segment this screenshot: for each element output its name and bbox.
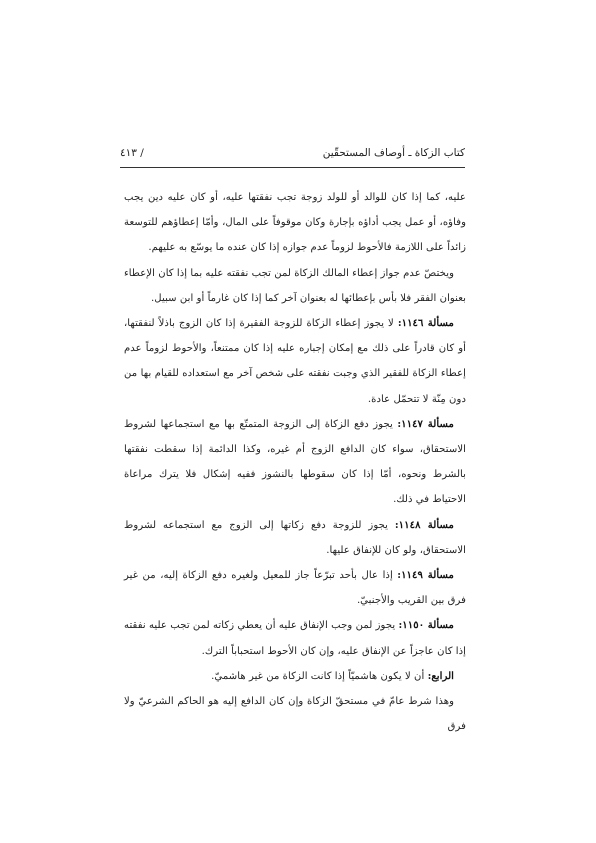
condition-fourth <box>124 664 466 689</box>
masala-text: يجوز دفع الزكاة إلى الزوجة المتمتّع بها مع استجماعها لشروط الاستحقاق، سواء كان الدافع الزوج أم غيره، وكذا الدائمة إذا سقطت نفقتها بالشرط ونحوه، أمّا إذا كان سقوطها بالنشوز ففيه إشكال فلا يترك مراعاة الاحتياط في ذلك. <box>124 418 466 506</box>
paragraph-text: عليه، كما إذا كان للوالد أو للولد زوجة تجب نفقتها عليه، أو كان عليه دين يجب وفاؤه، أو عمل يجب أداؤه بإجارة وكان موقوفاً على المال، وأمّا إعطاؤهم للتوسعة زائداً على اللازمة فالأحوط لزوماً عدم جوازه إذا كان عنده ما يوسّع به عليهم. <box>124 192 466 254</box>
masala-text: إذا عال بأحد تبرّعاً جاز للمعيل ولغيره دفع الزكاة إليه، من غير فرق بين القريب والأجنبيّ. <box>124 570 466 607</box>
paragraph <box>124 689 466 739</box>
page-body <box>124 185 466 739</box>
masala-text: يجوز للزوجة دفع زكاتها إلى الزوج مع استجماعه لشروط الاستحقاق، ولو كان للإنفاق عليها. <box>124 519 466 556</box>
paragraph <box>124 185 466 261</box>
paragraph-text: وهذا شرط عامّ في مستحقّ الزكاة وإن كان الدافع إليه هو الحاكم الشرعيّ ولا فرق <box>124 696 466 733</box>
masala-1148 <box>124 513 466 563</box>
running-header <box>120 147 465 159</box>
condition-text: أن لا يكون هاشميّاً إذا كانت الزكاة من غير هاشميّ. <box>211 670 428 682</box>
masala-heading: مسألة ١١٤٩: <box>397 569 454 582</box>
running-header-title: كتاب الزكاة ـ أوصاف المستحقّين <box>322 147 465 159</box>
condition-heading: الرابع: <box>427 669 454 682</box>
masala-1146 <box>124 311 466 412</box>
masala-heading: مسألة ١١٤٦: <box>397 317 455 330</box>
header-rule <box>120 167 465 168</box>
paragraph-text: ويختصّ عدم جواز إعطاء المالك الزكاة لمن تجب نفقته عليه بما إذا كان الإعطاء بعنوان الفقر فلا بأس بإعطائها له بعنوان آخر كما إذا كان غارماً أو ابن سبيل. <box>124 267 466 304</box>
masala-heading: مسألة ١١٤٧: <box>397 417 454 430</box>
masala-text: يجوز لمن وجب الإنفاق عليه أن يعطي زكاته لمن تجب عليه نفقته إذا كان عاجزاً عن الإنفاق عليه، وإن كان الأحوط استحباباً الترك. <box>124 620 466 657</box>
page-number: / ٤١٣ <box>120 147 144 159</box>
masala-heading: مسألة ١١٥٠: <box>398 619 454 632</box>
paragraph <box>124 261 466 311</box>
masala-1149 <box>124 563 466 613</box>
masala-1147 <box>124 412 466 513</box>
masala-text: لا يجوز إعطاء الزكاة للزوجة الفقيرة إذا كان الزوج باذلاً لنفقتها، أو كان قادراً على ذلك مع إمكان إجباره عليه إذا كان ممتنعاً، والأحوط لزوماً عدم إعطاء الزكاة للفقير الذي وجبت نفقته على شخص آخر مع استعداده للقيام بها من دون مِنّة لا تتحمّل عادة. <box>124 318 466 405</box>
masala-heading: مسألة ١١٤٨: <box>394 518 454 531</box>
masala-1150 <box>124 613 466 663</box>
